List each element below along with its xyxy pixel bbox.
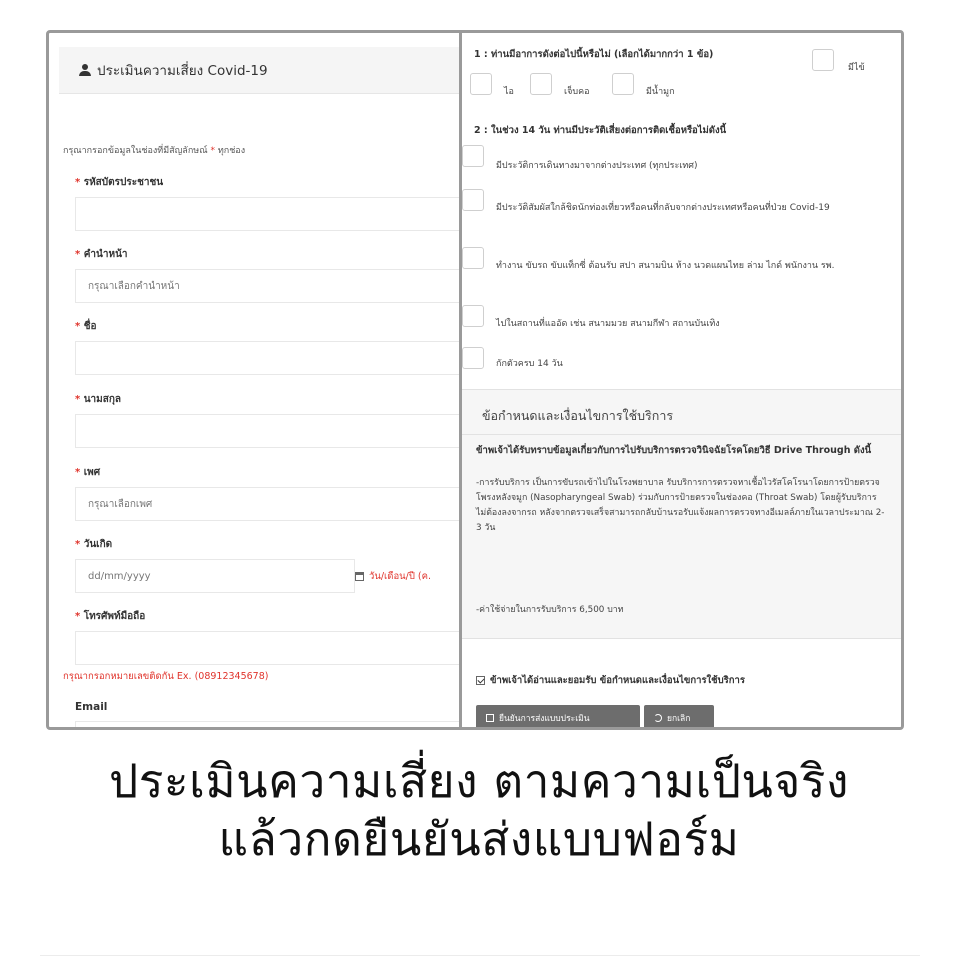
- risk-assessment-panel: [459, 33, 901, 730]
- save-icon: [486, 714, 494, 722]
- label-email: Email: [75, 701, 108, 713]
- user-icon: [79, 64, 91, 76]
- terms-body: -การรับบริการ เป็นการขับรถเข้าไปในโรงพยาบาล รับบริการการตรวจหาเชื้อไวรัสโคโรนาโดยการป้ายตรวจโพรงหลังจมูก (Nasopharyngeal Swab) ร่วมกับการป้ายตรวจในช่องคอ (Throat Swab) โดยผู้รับบริการไม่ต้องลงจากรถ หลังจากตรวจเสร็จสามารถกลับบ้านรอรับแจ้งผลการตรวจทางอีเมลล์ภายในเวลาประมาณ 2-3 วัน: [476, 478, 885, 533]
- option-travel: มีประวัติการเดินทางมาจากต่างประเทศ (ทุกประเทศ): [496, 161, 698, 171]
- checkbox-fever[interactable]: [812, 49, 834, 71]
- date-format-hint[interactable]: วัน/เดือน/ปี (ค.: [355, 569, 431, 584]
- id-card-input[interactable]: [75, 197, 461, 231]
- option-cough: ไอ: [504, 87, 514, 97]
- prefix-select[interactable]: กรุณาเลือกคำนำหน้า: [75, 269, 461, 303]
- label-prefix: * คำนำหน้า: [75, 249, 128, 260]
- checkbox-sore-throat[interactable]: [530, 73, 552, 95]
- terms-section: [462, 389, 901, 639]
- terms-acknowledgement: ข้าพเจ้าได้รับทราบข้อมูลเกี่ยวกับการไปรับบริการตรวจวินิจฉัยโรคโดยวิธี Drive Through ดังนี้: [476, 445, 872, 456]
- checkbox-occupation[interactable]: [462, 247, 484, 269]
- terms-fee: -ค่าใช้จ่ายในการรับบริการ 6,500 บาท: [476, 605, 624, 615]
- checkbox-travel[interactable]: [462, 145, 484, 167]
- agree-terms[interactable]: ข้าพเจ้าได้อ่านและยอมรับ ข้อกำหนดและเงื่อนไขการใช้บริการ: [476, 673, 745, 688]
- last-name-input[interactable]: [75, 414, 461, 448]
- caption-line-2: แล้วกดยืนยันส่งแบบฟอร์ม: [218, 812, 740, 866]
- panel-title: ประเมินความเสี่ยง Covid-19: [97, 63, 268, 79]
- panel-header: [59, 47, 461, 94]
- option-fever: มีไข้: [848, 63, 865, 73]
- label-first-name: * ชื่อ: [75, 321, 97, 332]
- checkbox-contact[interactable]: [462, 189, 484, 211]
- bottom-divider: [40, 955, 920, 956]
- terms-title: ข้อกำหนดและเงื่อนไขการใช้บริการ: [482, 408, 674, 423]
- label-id-card: * รหัสบัตรประชาชน: [75, 177, 164, 188]
- phone-input[interactable]: [75, 631, 461, 665]
- question-1: 1 : ท่านมีอาการดังต่อไปนี้หรือไม่ (เลือกได้มากกว่า 1 ข้อ): [474, 49, 714, 60]
- label-phone: * โทรศัพท์มือถือ: [75, 611, 146, 622]
- gender-select[interactable]: กรุณาเลือกเพศ: [75, 487, 461, 521]
- option-occupation: ทำงาน ขับรถ ขับแท็กซี่ ต้อนรับ สปา สนามบิน ห้าง นวดแผนไทย ล่าม ไกด์ พนักงาน รพ.: [496, 261, 835, 271]
- instruction-caption: [0, 752, 958, 868]
- label-last-name: * นามสกุล: [75, 394, 122, 405]
- option-quarantine: กักตัวครบ 14 วัน: [496, 359, 563, 369]
- checkbox-quarantine[interactable]: [462, 347, 484, 369]
- option-crowded-place: ไปในสถานที่แออัด เช่น สนามมวย สนามกีฬา สถานบันเทิง: [496, 319, 720, 329]
- calendar-icon: [355, 572, 364, 581]
- phone-hint: กรุณากรอกหมายเลขติดกัน Ex. (08912345678): [63, 671, 269, 682]
- label-gender: * เพศ: [75, 467, 101, 478]
- question-2: 2 : ในช่วง 14 วัน ท่านมีประวัติเสี่ยงต่อการติดเชื้อหรือไม่ดังนี้: [474, 125, 727, 136]
- email-input[interactable]: [75, 721, 461, 730]
- terms-divider: [462, 434, 901, 435]
- personal-info-panel: [59, 47, 461, 730]
- screenshot-frame: [46, 30, 904, 730]
- option-contact: มีประวัติสัมผัสใกล้ชิดนักท่องเที่ยวหรือคนที่กลับจากต่างประเทศหรือคนที่ป่วย Covid-19: [496, 203, 830, 213]
- option-runny-nose: มีน้ำมูก: [646, 87, 675, 97]
- undo-icon: [654, 714, 662, 722]
- birthdate-input[interactable]: dd/mm/yyyy: [75, 559, 355, 593]
- label-birthdate: * วันเกิด: [75, 539, 113, 550]
- checkbox-cough[interactable]: [470, 73, 492, 95]
- form-instruction: กรุณากรอกข้อมูลในช่องที่มีสัญลักษณ์ * ทุกช่อง: [63, 146, 246, 156]
- submit-button[interactable]: ยืนยันการส่งแบบประเมิน: [476, 705, 640, 730]
- checkbox-crowded-place[interactable]: [462, 305, 484, 327]
- agree-checkbox[interactable]: [476, 676, 485, 685]
- first-name-input[interactable]: [75, 341, 461, 375]
- option-sore-throat: เจ็บคอ: [564, 87, 590, 97]
- cancel-button[interactable]: ยกเลิก: [644, 705, 714, 730]
- checkbox-runny-nose[interactable]: [612, 73, 634, 95]
- caption-line-1: ประเมินความเสี่ยง ตามความเป็นจริง: [109, 754, 849, 808]
